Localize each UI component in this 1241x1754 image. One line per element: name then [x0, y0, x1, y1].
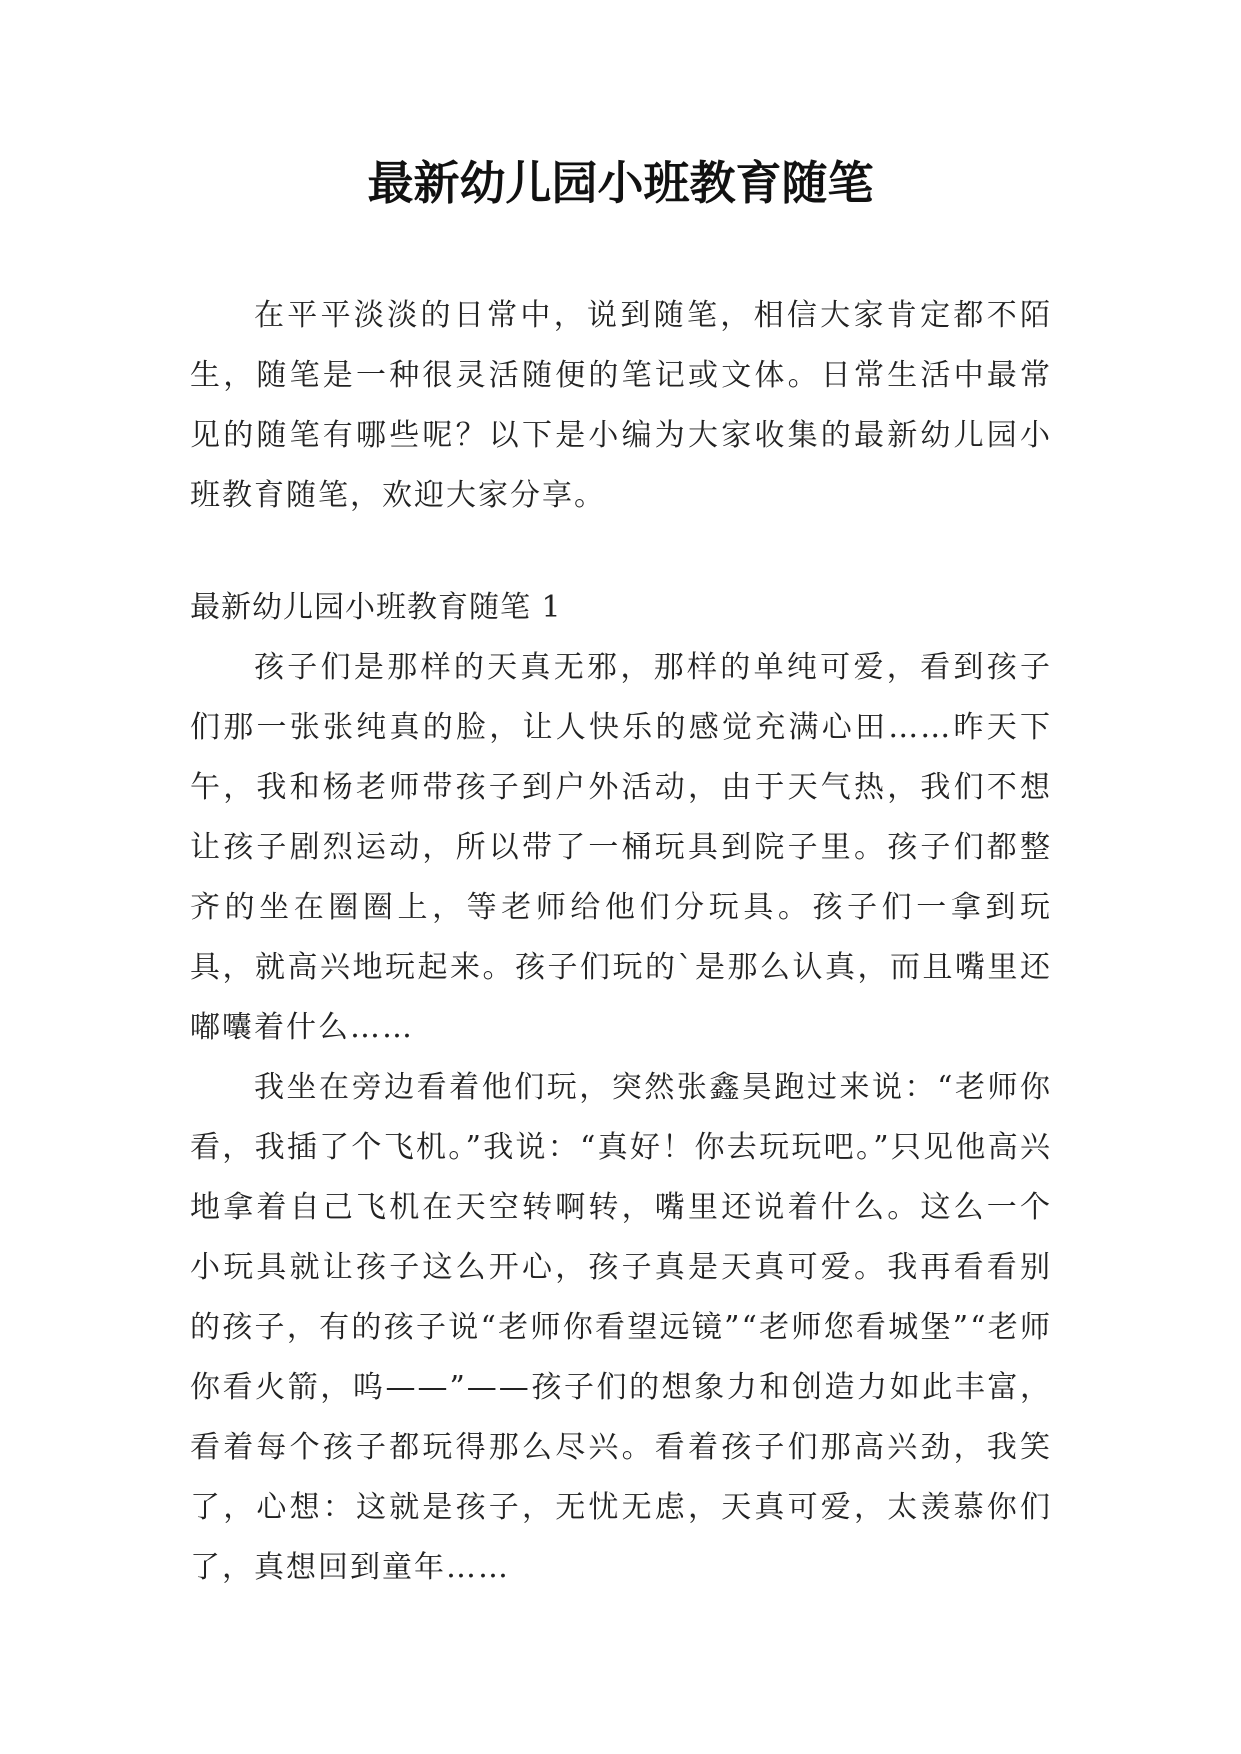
document-body	[190, 286, 1052, 1598]
body-paragraph-1: 孩子们是那样的天真无邪，那样的单纯可爱，看到孩子们那一张张纯真的脸，让人快乐的感觉充满心田……昨天下午，我和杨老师带孩子到户外活动，由于天气热，我们不想让孩子剧烈运动，所以带了一桶玩具到院子里。孩子们都整齐的坐在圈圈上，等老师给他们分玩具。孩子们一拿到玩具，就高兴地玩起来。孩子们玩的`是那么认真，而且嘴里还嘟囔着什么……	[190, 650, 1052, 1045]
section-heading: 最新幼儿园小班教育随笔 1	[190, 590, 562, 625]
body-paragraph-2: 我坐在旁边看着他们玩，突然张鑫昊跑过来说：“老师你看，我插了个飞机。”我说：“真好！你去玩玩吧。”只见他高兴地拿着自己飞机在天空转啊转，嘴里还说着什么。这么一个小玩具就让孩子这么开心，孩子真是天真可爱。我再看看别的孩子，有的孩子说“老师你看望远镜”“老师您看城堡”“老师你看火箭，呜——”——孩子们的想象力和创造力如此丰富，看着每个孩子都玩得那么尽兴。看着孩子们那高兴劲，我笑了，心想：这就是孩子，无忧无虑，天真可爱，太羡慕你们了，真想回到童年……	[190, 1070, 1052, 1585]
document-title: 最新幼儿园小班教育随笔	[367, 156, 874, 210]
intro-paragraph: 在平平淡淡的日常中，说到随笔，相信大家肯定都不陌生，随笔是一种很灵活随便的笔记或文体。日常生活中最常见的随笔有哪些呢？以下是小编为大家收集的最新幼儿园小班教育随笔，欢迎大家分享。	[190, 298, 1052, 513]
